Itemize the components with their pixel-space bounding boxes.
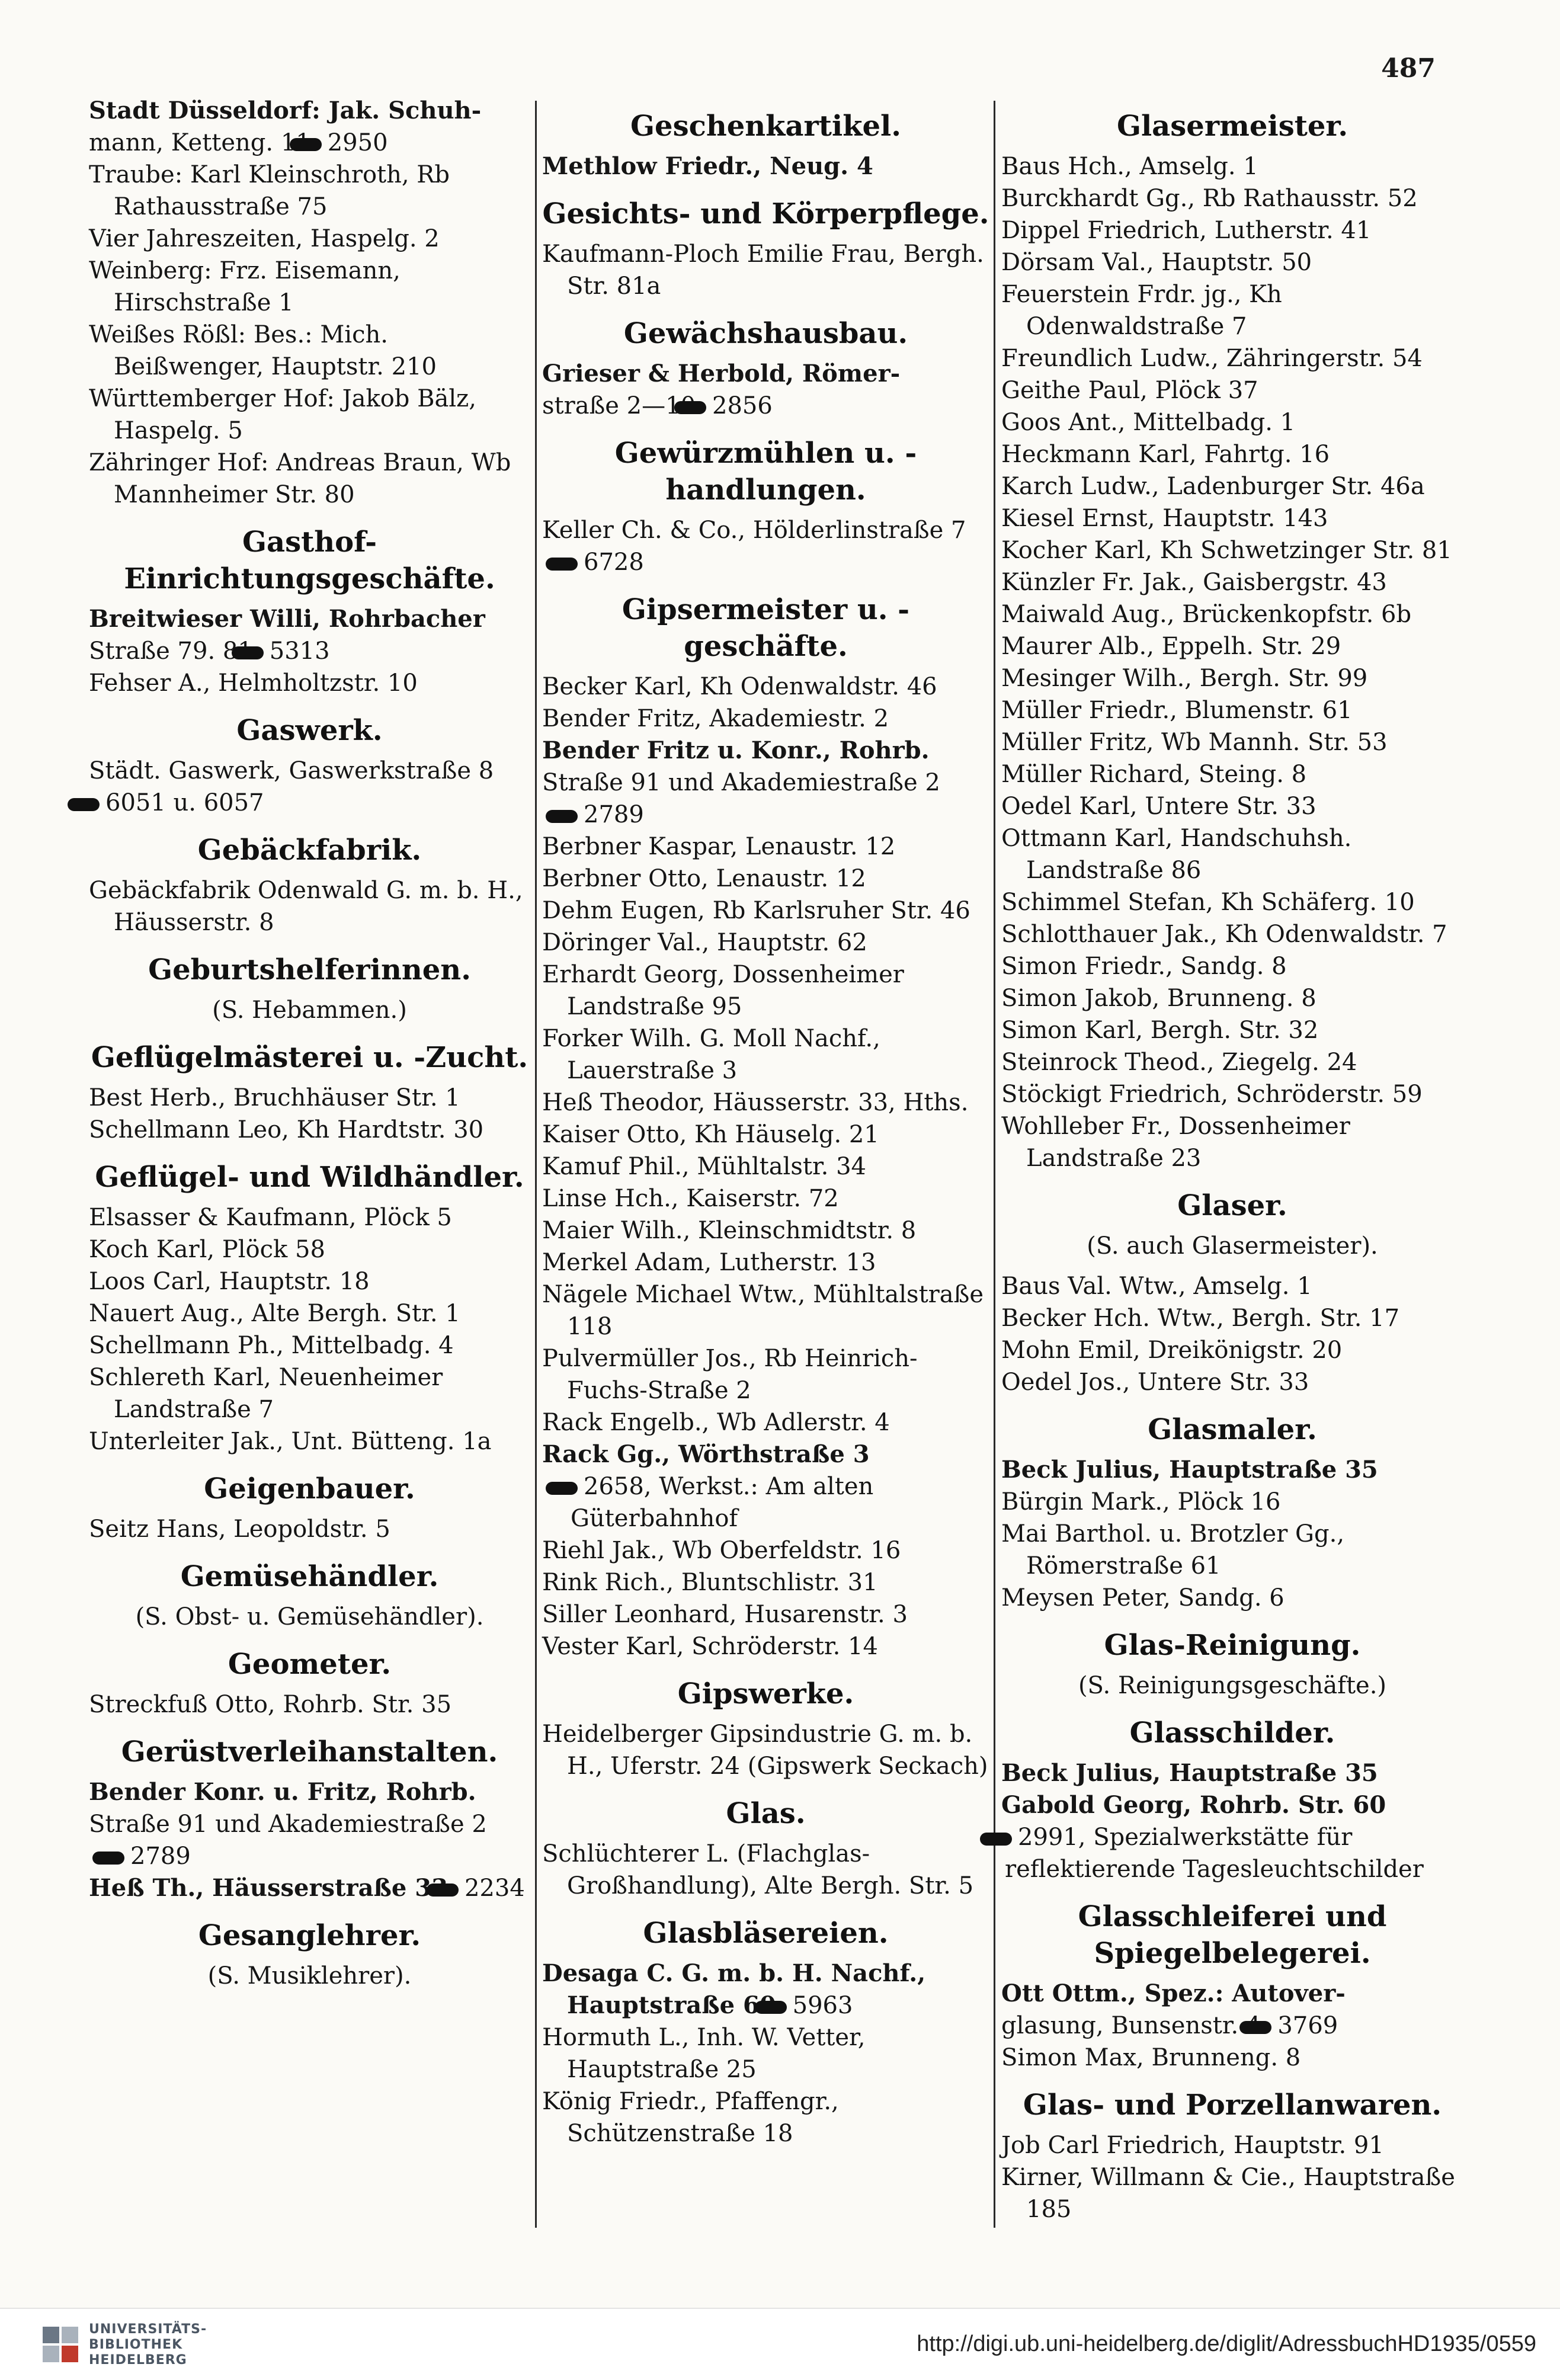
entry-text: Traube: Karl Kleinschroth, Rb Rathausstraße 75 <box>89 161 450 220</box>
entry-text: Becker Karl, Kh Odenwaldstr. 46 <box>542 673 937 700</box>
telephone-number: 6051 u. 6057 <box>92 787 264 819</box>
directory-entry <box>89 1082 530 1114</box>
entry-text: Müller Friedr., Blumenstr. 61 <box>1001 697 1353 724</box>
section-heading: Gipsermeister u. -geschäfte. <box>622 593 910 663</box>
directory-entry <box>89 127 530 159</box>
directory-entry <box>542 1343 989 1407</box>
section-heading: Glasschleiferei und Spiegelbelegerei. <box>1078 1900 1387 1970</box>
entry-text: mann, Ketteng. 11 <box>89 129 311 156</box>
entry-text: Karch Ludw., Ladenburger Str. 46a <box>1001 473 1425 500</box>
directory-entry <box>89 95 530 127</box>
column-right <box>1001 95 1463 2225</box>
entry-text: Riehl Jak., Wb Oberfeldstr. 16 <box>542 1537 901 1564</box>
section-heading: Glas. <box>726 1797 806 1830</box>
directory-entry <box>542 1215 989 1247</box>
entry-text: Straße 91 und Akademiestraße 2 <box>542 769 940 796</box>
directory-entry <box>1001 726 1463 758</box>
entry-text: Schimmel Stefan, Kh Schäferg. 10 <box>1001 889 1415 916</box>
entry-text: Städt. Gaswerk, Gaswerkstraße 8 <box>89 757 494 784</box>
directory-entry <box>1001 566 1463 598</box>
entry-text: Feuerstein Frdr. jg., Kh Odenwaldstraße 7 <box>1001 281 1282 340</box>
entry-text: Rink Rich., Bluntschlistr. 31 <box>542 1569 878 1596</box>
directory-entry <box>542 1087 989 1119</box>
section-heading: Geburtshelferinnen. <box>148 953 471 986</box>
telephone-number: 5313 <box>257 635 330 667</box>
directory-entry <box>1001 630 1463 662</box>
entry-text: Simon Jakob, Brunneng. 8 <box>1001 985 1316 1012</box>
directory-entry <box>1001 1978 1463 2010</box>
entry-text: Koch Karl, Plöck 58 <box>89 1236 325 1263</box>
directory-entry <box>542 1599 989 1631</box>
directory-entry <box>542 1439 989 1535</box>
directory-entry <box>542 2022 989 2086</box>
directory-entry <box>542 1151 989 1183</box>
entry-text: Rack Gg., Wörthstraße 3 <box>542 1440 870 1468</box>
directory-entry <box>89 603 530 635</box>
footer <box>0 2308 1560 2380</box>
directory-entry <box>89 319 530 383</box>
directory-entry <box>1001 438 1463 470</box>
entry-text: Schlüchterer L. (Flachglas-Großhandlung), Alte Bergh. Str. 5 <box>542 1840 974 1899</box>
entry-text: Kamuf Phil., Mühltalstr. 34 <box>542 1153 866 1180</box>
section-heading: Geometer. <box>228 1648 392 1681</box>
directory-entry <box>89 1362 530 1426</box>
section-heading: Geflügelmästerei u. -Zucht. <box>91 1041 528 1074</box>
entry-text: Best Herb., Bruchhäuser Str. 1 <box>89 1084 460 1111</box>
entry-text: Kocher Karl, Kh Schwetzinger Str. 81 <box>1001 537 1452 564</box>
entry-text: Stadt Düsseldorf: Jak. Schuh- <box>89 97 482 124</box>
entry-text: Baus Val. Wtw., Amselg. 1 <box>1001 1273 1312 1300</box>
entry-text: Weißes Rößl: Bes.: Mich. Beißwenger, Hauptstr. 210 <box>89 321 437 380</box>
entry-text: Schlereth Karl, Neuenheimer Landstraße 7 <box>89 1364 443 1423</box>
entry-text: Meysen Peter, Sandg. 6 <box>1001 1584 1284 1612</box>
section-heading: Gebäckfabrik. <box>197 834 422 867</box>
telephone-number: 5963 <box>780 1990 853 2022</box>
section-heading: Gesanglehrer. <box>198 1919 421 1952</box>
telephone-number: 2991, Spezialwerkstätte für reflektierende Tagesleuchtschilder <box>1005 1821 1439 1885</box>
telephone-number: 3769 <box>1264 2010 1338 2042</box>
entry-text: Simon Karl, Bergh. Str. 32 <box>1001 1017 1319 1044</box>
entry-text: Heidelberger Gipsindustrie G. m. b. H., Uferstr. 24 (Gipswerk Seckach) <box>542 1721 988 1780</box>
telephone-number: 2234 <box>451 1872 525 1904</box>
directory-entry <box>1001 1454 1463 1486</box>
directory-entry <box>1001 598 1463 630</box>
directory-entry <box>89 1808 530 1872</box>
entry-text: Bürgin Mark., Plöck 16 <box>1001 1488 1281 1516</box>
section-heading: Gewächshausbau. <box>623 317 908 350</box>
section-heading: Gewürzmühlen u. -handlungen. <box>614 437 917 507</box>
column-left <box>89 95 530 2000</box>
directory-entry <box>1001 790 1463 822</box>
directory-entry <box>542 1631 989 1663</box>
section-heading: Gemüsehändler. <box>180 1560 439 1593</box>
directory-entry <box>1001 822 1463 886</box>
entry-text: Schlotthauer Jak., Kh Odenwaldstr. 7 <box>1001 921 1447 948</box>
directory-entry <box>1001 342 1463 374</box>
entry-text: Elsasser & Kaufmann, Plöck 5 <box>89 1204 452 1231</box>
directory-entry <box>542 1535 989 1567</box>
entry-text: Kiesel Ernst, Hauptstr. 143 <box>1001 505 1328 532</box>
entry-text: Merkel Adam, Lutherstr. 13 <box>542 1249 876 1276</box>
directory-entry <box>542 959 989 1023</box>
directory-entry <box>89 1426 530 1458</box>
entry-text: Burckhardt Gg., Rb Rathausstr. 52 <box>1001 185 1418 212</box>
directory-entry <box>542 150 989 182</box>
directory-entry <box>1001 1334 1463 1366</box>
library-logo-icon <box>41 2325 79 2363</box>
directory-entry <box>89 667 530 699</box>
directory-entry <box>1001 758 1463 790</box>
directory-entry <box>1001 374 1463 406</box>
entry-text: Fehser A., Helmholtzstr. 10 <box>89 670 418 697</box>
directory-entry <box>89 1114 530 1146</box>
entry-text: Mai Barthol. u. Brotzler Gg., Römerstraße 61 <box>1001 1520 1345 1580</box>
entry-text: Geithe Paul, Plöck 37 <box>1001 377 1258 404</box>
directory-entry <box>1001 2161 1463 2225</box>
entry-text: Mesinger Wilh., Bergh. Str. 99 <box>1001 665 1368 692</box>
directory-entry <box>1001 1078 1463 1110</box>
section-heading: Gipswerke. <box>677 1677 854 1710</box>
section-heading: Gerüstverleihanstalten. <box>121 1735 498 1769</box>
directory-entry <box>1001 150 1463 182</box>
section-heading: Glasschilder. <box>1129 1716 1335 1750</box>
directory-entry <box>1001 1582 1463 1614</box>
directory-entry <box>542 863 989 895</box>
section-heading: Glas- und Porzellanwaren. <box>1023 2088 1442 2122</box>
entry-text: Zähringer Hof: Andreas Braun, Wb Mannheimer Str. 80 <box>89 449 511 508</box>
directory-entry <box>1001 1789 1463 1821</box>
entry-text: Simon Max, Brunneng. 8 <box>1001 2044 1301 2071</box>
entry-text: Seitz Hans, Leopoldstr. 5 <box>89 1516 390 1543</box>
entry-text: König Friedr., Pfaffengr., Schützenstraße 18 <box>542 2088 839 2147</box>
entry-text: Vier Jahreszeiten, Haspelg. 2 <box>89 225 440 252</box>
directory-entry <box>542 735 989 767</box>
entry-text: Weinberg: Frz. Eisemann, Hirschstraße 1 <box>89 257 401 316</box>
directory-entry <box>542 1119 989 1151</box>
entry-text: Freundlich Ludw., Zähringerstr. 54 <box>1001 345 1423 372</box>
directory-entry <box>89 383 530 447</box>
directory-entry <box>1001 1486 1463 1518</box>
entry-text: Straße 91 und Akademiestraße 2 <box>89 1811 487 1838</box>
cross-reference: (S. Musiklehrer). <box>207 1962 412 1990</box>
directory-entry <box>542 2086 989 2150</box>
entry-text: Döringer Val., Hauptstr. 62 <box>542 929 867 956</box>
directory-entry <box>1001 502 1463 534</box>
entry-text: Forker Wilh. G. Moll Nachf., Lauerstraße 3 <box>542 1025 880 1084</box>
directory-entry <box>1001 1014 1463 1046</box>
telephone-number: 6728 <box>571 546 644 578</box>
section-heading: Geschenkartikel. <box>630 110 901 143</box>
entry-text: Kirner, Willmann & Cie., Hauptstraße 185 <box>1001 2164 1455 2223</box>
section-heading: Gesichts- und Körperpflege. <box>542 197 989 230</box>
directory-entry <box>89 1872 530 1904</box>
entry-text: Kaiser Otto, Kh Häuselg. 21 <box>542 1121 879 1148</box>
directory-entry <box>1001 246 1463 278</box>
section-heading: Geigenbauer. <box>204 1472 415 1505</box>
entry-text: Wohlleber Fr., Dossenheimer Landstraße 23 <box>1001 1113 1350 1172</box>
entry-text: Baus Hch., Amselg. 1 <box>1001 153 1258 180</box>
entry-text: Siller Leonhard, Husarenstr. 3 <box>542 1601 908 1628</box>
entry-text: Vester Karl, Schröderstr. 14 <box>542 1633 878 1660</box>
directory-entry <box>542 1567 989 1599</box>
entry-text: Dehm Eugen, Rb Karlsruher Str. 46 <box>542 897 970 924</box>
directory-entry <box>89 1330 530 1362</box>
column-middle <box>542 95 989 2150</box>
entry-text: Kaufmann-Ploch Emilie Frau, Bergh. Str. 81a <box>542 241 984 300</box>
directory-entry <box>89 875 530 938</box>
directory-entry <box>1001 918 1463 950</box>
entry-text: Beck Julius, Hauptstraße 35 <box>1001 1759 1378 1787</box>
library-logo-text: UNIVERSITÄTS- BIBLIOTHEK HEIDELBERG <box>89 2322 207 2368</box>
entry-text: Maier Wilh., Kleinschmidtstr. 8 <box>542 1217 917 1244</box>
telephone-number: 2658, Werkst.: Am alten Güterbahnhof <box>571 1471 989 1535</box>
entry-text: Bender Fritz, Akademiestr. 2 <box>542 705 889 732</box>
entry-text: Hormuth L., Inh. W. Vetter, Hauptstraße 25 <box>542 2024 866 2083</box>
entry-text: Steinrock Theod., Ziegelg. 24 <box>1001 1049 1357 1076</box>
directory-entry <box>1001 534 1463 566</box>
directory-entry <box>1001 1110 1463 1174</box>
entry-text: Rack Engelb., Wb Adlerstr. 4 <box>542 1409 890 1436</box>
entry-text: Linse Hch., Kaiserstr. 72 <box>542 1185 839 1212</box>
entry-text: Bender Konr. u. Fritz, Rohrb. <box>89 1778 476 1806</box>
column-divider <box>994 101 995 2228</box>
directory-entry <box>542 514 989 578</box>
directory-entry <box>1001 182 1463 214</box>
entry-text: Heckmann Karl, Fahrtg. 16 <box>1001 441 1330 468</box>
directory-entry <box>89 1234 530 1266</box>
entry-text: Straße 79. 81 <box>89 638 253 665</box>
entry-text: Nägele Michael Wtw., Mühltalstraße 118 <box>542 1281 984 1340</box>
directory-entry <box>1001 1366 1463 1398</box>
entry-text: Unterleiter Jak., Unt. Bütteng. 1a <box>89 1428 492 1455</box>
directory-entry <box>542 1838 989 1902</box>
directory-entry <box>89 223 530 255</box>
entry-text: Mohn Emil, Dreikönigstr. 20 <box>1001 1337 1343 1364</box>
section-heading: Geflügel- und Wildhändler. <box>95 1161 524 1194</box>
section-heading: Glasmaler. <box>1148 1413 1317 1446</box>
directory-entry <box>542 1958 989 2022</box>
entry-text: Breitwieser Willi, Rohrbacher <box>89 605 485 633</box>
directory-entry <box>89 1689 530 1721</box>
section-heading: Glaser. <box>1177 1189 1287 1222</box>
directory-entry <box>542 1183 989 1215</box>
entry-text: Goos Ant., Mittelbadg. 1 <box>1001 409 1296 436</box>
entry-text: straße 2—10 <box>542 392 696 419</box>
cross-reference: (S. auch Glasermeister). <box>1087 1232 1378 1260</box>
entry-text: Gabold Georg, Rohrb. Str. 60 <box>1001 1791 1386 1819</box>
page-number: 487 <box>1381 53 1436 84</box>
section-heading: Gaswerk. <box>236 714 383 747</box>
directory-entry <box>542 238 989 302</box>
directory-entry <box>1001 1757 1463 1789</box>
entry-text: Heß Th., Häusserstraße 33 <box>89 1874 448 1902</box>
entry-text: Keller Ch. & Co., Hölderlinstraße 7 <box>542 517 966 544</box>
directory-entry <box>1001 886 1463 918</box>
entry-text: Müller Richard, Steing. 8 <box>1001 761 1307 788</box>
directory-entry <box>1001 1046 1463 1078</box>
entry-text: Ottmann Karl, Handschuhsh. Landstraße 86 <box>1001 825 1352 884</box>
entry-text: Berbner Kaspar, Lenaustr. 12 <box>542 833 896 860</box>
entry-text: Loos Carl, Hauptstr. 18 <box>89 1268 370 1295</box>
directory-entry <box>542 895 989 927</box>
directory-entry <box>1001 1518 1463 1582</box>
directory-entry <box>1001 278 1463 342</box>
directory-entry <box>1001 214 1463 246</box>
directory-entry <box>542 1279 989 1343</box>
entry-text: Oedel Jos., Untere Str. 33 <box>1001 1369 1309 1396</box>
directory-entry <box>542 831 989 863</box>
directory-entry <box>1001 2129 1463 2161</box>
entry-text: Maurer Alb., Eppelh. Str. 29 <box>1001 633 1341 660</box>
directory-entry <box>89 1266 530 1298</box>
directory-entry <box>542 703 989 735</box>
section-heading: Gasthof-Einrichtungsgeschäfte. <box>124 526 495 595</box>
directory-entry <box>1001 662 1463 694</box>
entry-text: Becker Hch. Wtw., Bergh. Str. 17 <box>1001 1305 1400 1332</box>
directory-entry <box>1001 950 1463 982</box>
column-divider <box>535 101 537 2228</box>
entry-text: glasung, Bunsenstr. 4 <box>1001 2012 1261 2039</box>
directory-entry <box>89 255 530 319</box>
telephone-number: 2789 <box>117 1840 191 1872</box>
directory-entry <box>1001 2042 1463 2074</box>
entry-text: Erhardt Georg, Dossenheimer Landstraße 95 <box>542 961 904 1020</box>
directory-entry <box>542 671 989 703</box>
directory-entry <box>1001 1302 1463 1334</box>
cross-reference: (S. Hebammen.) <box>212 997 407 1024</box>
section-heading: Glasbläsereien. <box>643 1917 889 1950</box>
entry-text: Methlow Friedr., Neug. 4 <box>542 152 873 180</box>
entry-text: Heß Theodor, Häusserstr. 33, Hths. <box>542 1089 969 1116</box>
directory-entry <box>1001 470 1463 502</box>
entry-text: Desaga C. G. m. b. H. Nachf., Hauptstraße 60 <box>542 1959 926 2019</box>
entry-text: Oedel Karl, Untere Str. 33 <box>1001 793 1316 820</box>
entry-text: Berbner Otto, Lenaustr. 12 <box>542 865 866 892</box>
section-heading: Glas-Reinigung. <box>1104 1629 1361 1662</box>
entry-text: Künzler Fr. Jak., Gaisbergstr. 43 <box>1001 569 1387 596</box>
directory-entry <box>542 767 989 831</box>
directory-entry <box>89 159 530 223</box>
directory-entry <box>542 1718 989 1782</box>
directory-entry <box>1001 1270 1463 1302</box>
entry-text: Müller Fritz, Wb Mannh. Str. 53 <box>1001 729 1388 756</box>
entry-text: Dippel Friedrich, Lutherstr. 41 <box>1001 217 1372 244</box>
entry-text: Nauert Aug., Alte Bergh. Str. 1 <box>89 1300 460 1327</box>
directory-entry <box>542 927 989 959</box>
directory-entry <box>1001 1821 1463 1885</box>
directory-entry <box>89 1513 530 1545</box>
entry-text: Simon Friedr., Sandg. 8 <box>1001 953 1287 980</box>
directory-entry <box>1001 406 1463 438</box>
telephone-number: 2950 <box>315 127 388 159</box>
directory-entry <box>542 1247 989 1279</box>
entry-text: Grieser & Herbold, Römer- <box>542 360 901 387</box>
entry-text: Württemberger Hof: Jakob Bälz, Haspelg. 5 <box>89 385 476 444</box>
directory-entry <box>1001 982 1463 1014</box>
cross-reference: (S. Obst- u. Gemüsehändler). <box>135 1603 484 1631</box>
directory-entry <box>542 390 989 422</box>
directory-entry <box>89 447 530 511</box>
entry-text: Beck Julius, Hauptstraße 35 <box>1001 1456 1378 1484</box>
directory-entry <box>89 1298 530 1330</box>
directory-entry <box>89 755 530 787</box>
directory-entry <box>1001 2010 1463 2042</box>
directory-entry <box>89 635 530 667</box>
telephone-number: 2789 <box>571 799 644 831</box>
directory-entry <box>542 1407 989 1439</box>
directory-entry <box>89 1776 530 1808</box>
entry-text: Stöckigt Friedrich, Schröderstr. 59 <box>1001 1081 1423 1108</box>
directory-entry <box>542 1023 989 1087</box>
directory-entry <box>89 787 530 819</box>
cross-reference: (S. Reinigungsgeschäfte.) <box>1078 1672 1387 1699</box>
directory-entry <box>542 358 989 390</box>
section-heading: Glasermeister. <box>1116 110 1348 143</box>
directory-entry <box>89 1202 530 1234</box>
entry-text: Bender Fritz u. Konr., Rohrb. <box>542 736 930 764</box>
entry-text: Maiwald Aug., Brückenkopfstr. 6b <box>1001 601 1412 628</box>
entry-text: Schellmann Leo, Kh Hardtstr. 30 <box>89 1116 484 1143</box>
entry-text: Job Carl Friedrich, Hauptstr. 91 <box>1001 2132 1384 2159</box>
entry-text: Ott Ottm., Spez.: Autover- <box>1001 1979 1346 2007</box>
entry-text: Pulvermüller Jos., Rb Heinrich-Fuchs-Straße 2 <box>542 1345 918 1404</box>
entry-text: Schellmann Ph., Mittelbadg. 4 <box>89 1332 454 1359</box>
entry-text: Streckfuß Otto, Rohrb. Str. 35 <box>89 1691 452 1718</box>
directory-entry <box>1001 694 1463 726</box>
telephone-number: 2856 <box>699 390 773 422</box>
entry-text: Gebäckfabrik Odenwald G. m. b. H., Häusserstr. 8 <box>89 877 523 936</box>
source-url-link[interactable]: http://digi.ub.uni-heidelberg.de/diglit/AdressbuchHD1935/0559 <box>917 2331 1536 2356</box>
entry-text: Dörsam Val., Hauptstr. 50 <box>1001 249 1312 276</box>
